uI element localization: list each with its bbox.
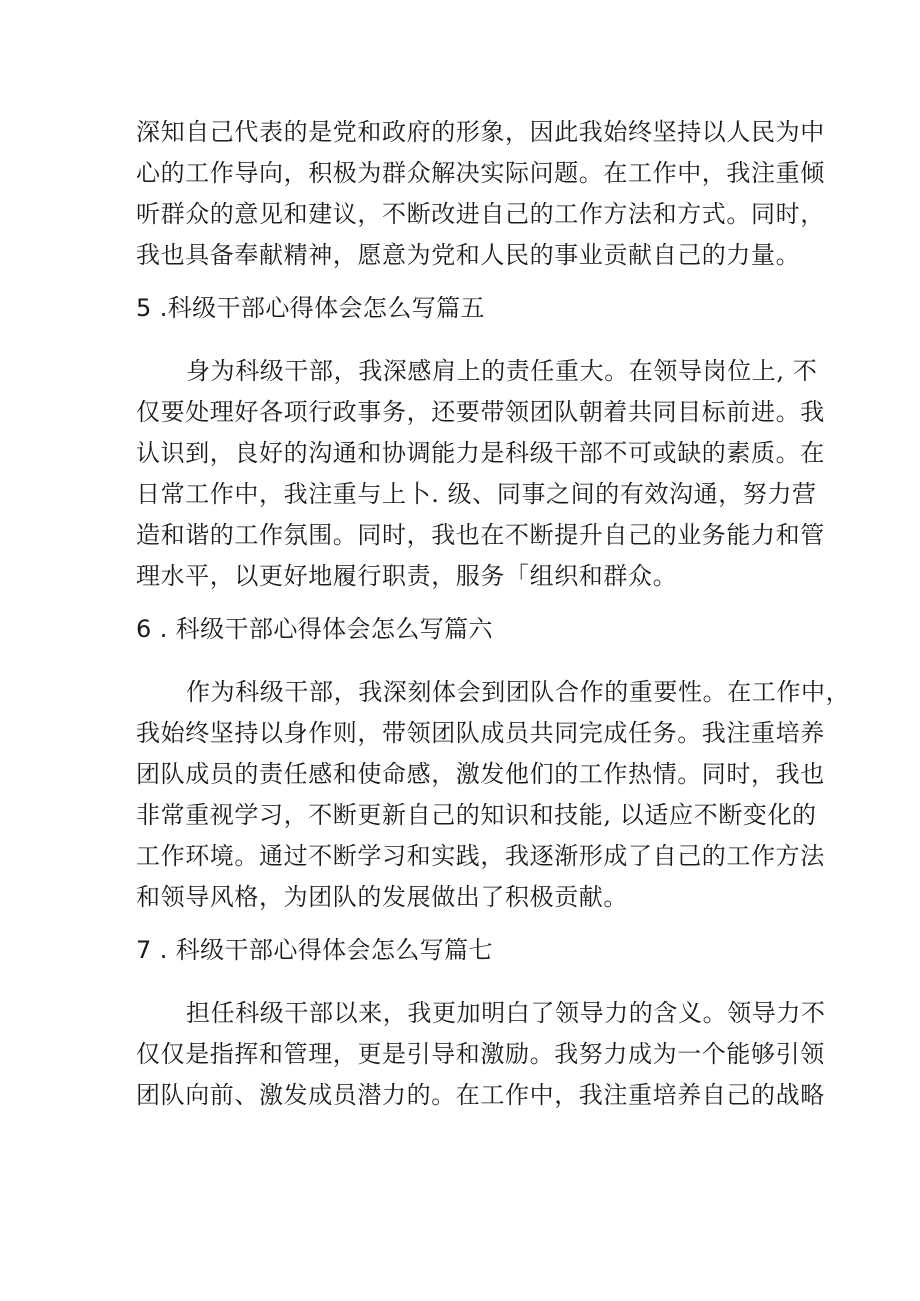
- paragraph-line: 团队成员的责任感和使命感，激发他们的工作热情。同时，我也: [136, 760, 825, 788]
- paragraph-line: 团队向前、激发成员潜力的。在工作中，我注重培养自己的战略: [136, 1081, 825, 1109]
- paragraph-line: 非常重视学习，不断更新自己的知识和技能, 以适应不断变化的: [136, 801, 817, 829]
- section-heading: 7 . 科级干部心得体会怎么写篇七: [136, 936, 493, 964]
- paragraph-line: 作为科级干部，我深刻体会到团队合作的重要性。在工作中，: [186, 678, 851, 706]
- paragraph-line: 心的工作导向，积极为群众解决实际问题。在工作中，我注重倾: [136, 159, 825, 187]
- paragraph-line: 我也具备奉献精神，愿意为党和人民的事业贡献自己的力量。: [136, 241, 801, 269]
- paragraph-line: 仅要处理好各项行政事务，还要带领团队朝着共同目标前进。我: [136, 398, 825, 426]
- document-body: [136, 112, 851, 1116]
- paragraph-line: 认识到，良好的沟通和协调能力是科级干部不可或缺的素质。在: [136, 439, 825, 467]
- paragraph-line: 日常工作中，我注重与上卜. 级、同事之间的有效沟通，努力营: [136, 480, 817, 508]
- paragraph-line: 仅仅是指挥和管理，更是引导和激励。我努力成为一个能够引领: [136, 1040, 825, 1068]
- paragraph-line: 和领导风格，为团队的发展做出了积极贡献。: [136, 883, 628, 911]
- paragraph-line: 造和谐的工作氛围。同时，我也在不断提升自己的业务能力和管: [136, 521, 825, 549]
- section-paragraph: [136, 672, 851, 918]
- paragraph-line: 深知自己代表的是党和政府的形象，因此我始终坚持以人民为中: [136, 118, 825, 146]
- paragraph-line: 听群众的意见和建议，不断改进自己的工作方法和方式。同时，: [136, 200, 825, 228]
- section-paragraph: [136, 351, 825, 597]
- paragraph-line: 工作环境。通过不断学习和实践，我逐渐形成了自己的工作方法: [136, 842, 825, 870]
- section-heading: 6 . 科级干部心得体会怎么写篇六: [136, 615, 493, 643]
- paragraph-line: 理水平，以更好地履行职责，服务「组织和群众。: [136, 562, 678, 590]
- paragraph-line: 担任科级干部以来，我更加明白了领导力的含义。领导力不: [186, 999, 826, 1027]
- intro-paragraph: [136, 112, 825, 276]
- paragraph-line: 我始终坚持以身作则，带领团队成员共同完成任务。我注重培养: [136, 719, 825, 747]
- section-paragraph: [136, 993, 826, 1116]
- section-heading: 5 .科级干部心得体会怎么写篇五: [136, 294, 485, 322]
- paragraph-line: 身为科级干部，我深感肩上的责任重大。在领导岗位上, 不: [186, 357, 818, 385]
